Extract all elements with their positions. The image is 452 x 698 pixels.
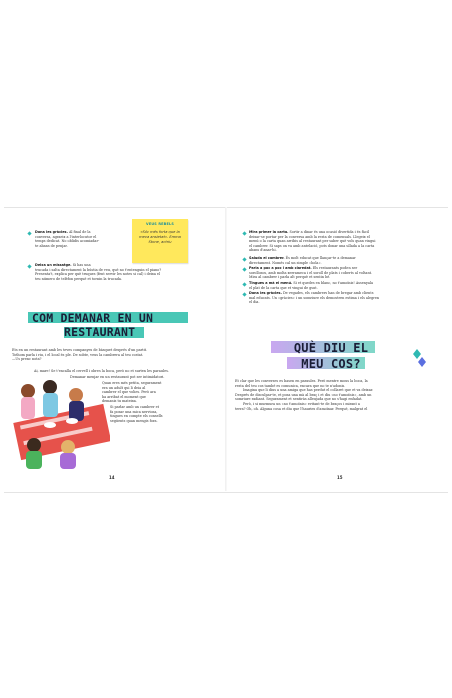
bullet-text: conversa, agraeix a l'interlocutor el <box>35 234 97 239</box>
note-title: VEUS REBELS <box>146 222 174 226</box>
story-text <box>102 381 212 404</box>
right-page <box>227 207 448 491</box>
bullet-item <box>249 256 441 265</box>
heading-line: QUÈ DIU EL <box>293 341 369 355</box>
bullet-text: te abans de penjar. <box>35 243 68 248</box>
bullet-text: sorollosos, amb molta xerrameca i el soroll de plats i coberts al voltant. <box>249 270 373 275</box>
bullet-title: Deixa un missatge. <box>35 263 72 267</box>
text-line: fa posar una mica nerviosa, <box>110 409 158 414</box>
left-page <box>4 207 225 491</box>
bullet-title: Parla a poc a poc i amb claredat. <box>249 266 312 270</box>
page-number: 15 <box>337 475 343 480</box>
section-heading <box>279 340 383 372</box>
bullet-title: Saluda el cambrer. <box>249 256 285 260</box>
bullet-icon <box>242 257 246 261</box>
quote-note <box>132 219 188 263</box>
bullet-icon <box>242 231 246 235</box>
bullet-text: mal educats. Un «gràcies» i un somriure els demostren estima i els alegren <box>249 295 380 300</box>
text-line: Després de disculpar-te, et posa una mà al braç i et diu «no t'amoïnis», amb un <box>235 392 372 397</box>
text-line: tingues en compte els consells <box>110 414 163 419</box>
bullet-text: abans d'anar-hi. <box>249 248 277 253</box>
bullet-item <box>249 281 441 290</box>
text-line: Si parlar amb un cambrer et <box>110 405 160 409</box>
bullet-icon <box>242 267 246 271</box>
bullet-text: el cambrer. Si saps on va amb antelació, pots donar una ullada a la carta <box>249 243 375 248</box>
bullet-text: Al final de la <box>68 230 91 234</box>
bullet-text: Si et quedes en blanc, no t'amoïnis! Assenyala <box>293 281 374 285</box>
bullet-text: De vegades, els cambrers han de bregar amb clients <box>282 291 374 295</box>
bullet-icon <box>242 282 246 286</box>
bullet-icon <box>242 292 246 296</box>
bullet-title: Tingues a mà el menú. <box>249 281 293 285</box>
bullet-item <box>249 291 441 305</box>
text-line: Però, i si murmura un «no t'amoïnis» evitant-te de braços i mirant a <box>243 401 360 406</box>
text-line: Et clar que les converses es basen en paraules. Però mentre mous la boca, la <box>235 379 368 383</box>
text-line: següents quan mengis fora. <box>110 418 158 423</box>
section-heading <box>32 311 153 339</box>
heading-line: RESTAURANT <box>64 325 136 339</box>
heading-line: COM DEMANAR EN UN <box>32 311 154 325</box>
bullet-item <box>35 230 127 248</box>
text-line: —Us prenc nota? <box>12 357 42 362</box>
bullet-item <box>249 266 441 280</box>
story-text <box>110 405 215 423</box>
bullet-item <box>35 263 205 281</box>
bullet-text: el dia. <box>249 300 260 305</box>
intro-paragraph <box>12 348 217 362</box>
text-line: Tothom parla i riu, i el local és ple. De sobte, veus la cambrera al teu costat. <box>12 352 144 357</box>
heading-line: MEU COS? <box>301 357 361 371</box>
bullet-icon <box>27 231 31 235</box>
text-line: Imagina que li dius a una amiga que has perdut el collaret que et va deixar. <box>243 388 374 393</box>
text-line: demanis tu mateixa. <box>102 399 137 404</box>
text-line: Quan eres més petita, segurament <box>102 381 162 385</box>
bullet-item <box>249 230 441 253</box>
bullet-text: Mira al cambrer i parla alt perquè et sentin bé. <box>249 275 331 280</box>
bullet-text: Presenta't, explica per què truques (fent servir les notes si cal) i deixa el <box>35 272 161 277</box>
bullet-text: menú o la carta quan arribis al restaurant per saber què vols quan vingui <box>249 239 376 244</box>
text-line: ha arribat el moment que <box>102 394 146 399</box>
text-line: somriure radiant. Segurament et sentiràs alleujada que no s'hagi enfadat. <box>235 397 363 402</box>
bullet-text: Si has una <box>72 263 91 267</box>
bullet-text: directament. Només cal un simple «hola». <box>249 260 322 265</box>
text-line: Ets en un restaurant amb les teves companyes de bàsquet després d'un partit. <box>12 348 148 352</box>
page-number: 14 <box>109 475 115 480</box>
bullet-text: Els restaurants poden ser <box>312 266 358 270</box>
bullet-text: trucada i salta directament la bústia de veu, què no t'entenguin el piano? <box>35 267 162 272</box>
text-line: era un adult qui li deia al <box>102 385 146 390</box>
bullet-title: Dona les gràcies. <box>35 230 68 234</box>
body-paragraph <box>235 379 443 411</box>
note-quote: «Sóc més forta que la meva ansietat». Emma Stone, actriu <box>139 230 181 244</box>
bullet-icon <box>27 264 31 268</box>
bullet-title: Dona les gràcies. <box>249 291 282 295</box>
story-line-1: Ai, mare! Se t'encalla el cervell i obres la boca, però no et surten les paraules. <box>34 369 169 373</box>
bullet-text: temps dedicat. No oblidis acomiadar- <box>35 239 100 244</box>
bullet-title: Mira primer la carta. <box>249 230 289 234</box>
text-line: cambrer el que volies. Però ara <box>102 390 156 395</box>
bullet-text: deixar-se portar per la conversa amb la resta de comensals. Llegeix el <box>249 234 370 239</box>
diamond-icon <box>413 347 427 369</box>
bullet-text: teu número de telèfon perquè et tornin la trucada. <box>35 276 123 281</box>
story-line-2: Demanar menjar en un restaurant pot ser intimidatori. <box>70 375 165 379</box>
text-line: resta del teu cos també es comunica, encara que no te n'adonis. <box>235 383 346 388</box>
bullet-text: Sortir a dinar és una ocasió divertida i és fàcil <box>289 230 369 234</box>
bullet-text: És molt educat que llançar-te a demanar <box>285 256 356 260</box>
restaurant-illustration <box>12 373 110 471</box>
bullet-text: el plat de la carta que et vingui de gust. <box>249 285 318 290</box>
text-line: terra? Oh, oh. Alguna cosa et diu que l'hauries d'amoïnar. Perquè, malgrat el <box>235 406 368 411</box>
